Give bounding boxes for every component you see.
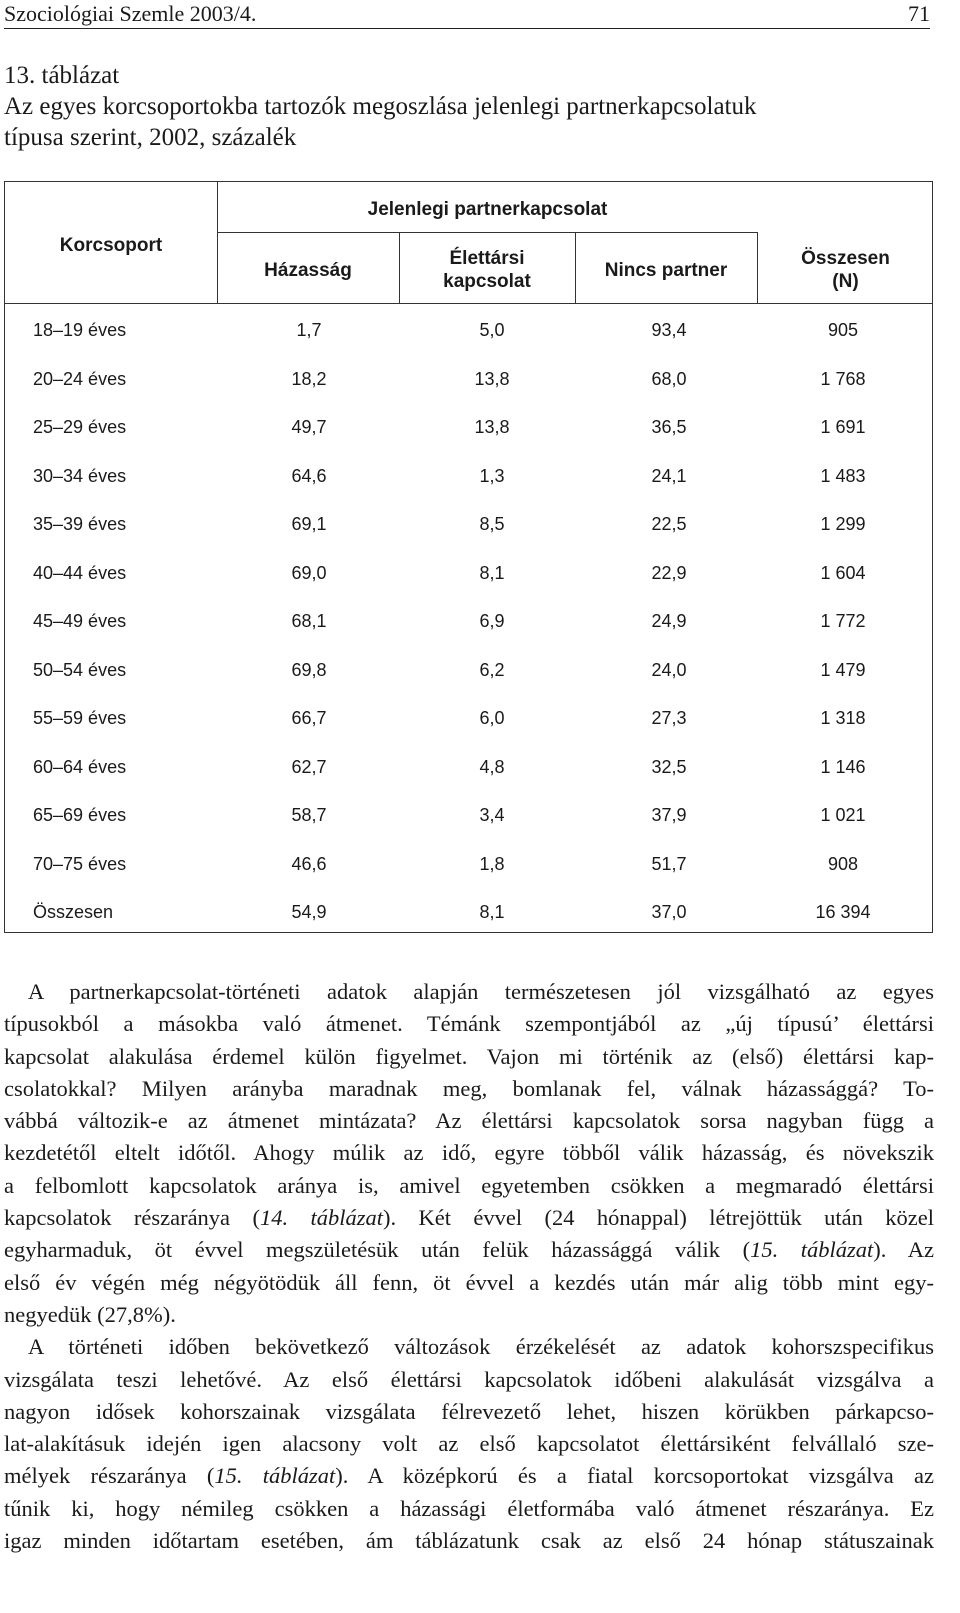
text-line: lat-alakításuk idején igen alacsony volt az első kapcsolatot élettársiként felvállaló sze- — [4, 1431, 934, 1457]
text-span: kapcsolatok részaránya ( — [4, 1205, 260, 1231]
cell-cohabitation: 3,4 — [479, 805, 505, 825]
cell-total-n: 1 021 — [820, 805, 866, 825]
cell-no-partner: 32,5 — [651, 756, 687, 777]
cell-marriage: 54,9 — [291, 902, 327, 922]
text-line: vizsgálata teszi lehetővé. Az első élettársi kapcsolatok időbeni alakulását vizsgálva a — [4, 1366, 934, 1392]
table-row — [5, 549, 932, 598]
header-current-partnership: Jelenlegi partnerkapcsolat — [367, 199, 608, 220]
header-total — [757, 247, 934, 293]
cell-age: 40–44 éves — [33, 562, 127, 583]
running-head — [4, 0, 930, 29]
text-line: vábbá változik-e az átmenet mintázata? Az élettársi kapcsolatok sorsa nagyban függ a — [4, 1108, 934, 1134]
cell-total-n: 1 483 — [820, 465, 866, 486]
cell-no-partner: 68,0 — [651, 368, 687, 389]
body-text — [4, 976, 934, 1557]
header-age-group: Korcsoport — [59, 235, 163, 256]
text-line: kezdetétől eltelt időtől. Ahogy múlik az idő, egyre többől válik házasság, és növekszik — [4, 1140, 934, 1166]
cell-marriage: 69,1 — [291, 514, 327, 534]
table-caption — [4, 60, 934, 153]
cell-cohabitation: 6,0 — [479, 708, 505, 728]
table-reference: 15. táblázat — [214, 1463, 336, 1489]
table-title-line-2: típusa szerint, 2002, százalék — [4, 124, 297, 151]
cell-cohabitation: 6,9 — [479, 611, 505, 631]
cell-no-partner: 37,0 — [651, 902, 687, 922]
cell-age: 20–24 éves — [33, 368, 127, 389]
cell-total-n: 1 691 — [820, 417, 866, 437]
table-row — [5, 403, 932, 452]
table-row — [5, 646, 932, 695]
text-line: első év végén még négyötödük áll fenn, öt évvel a kezdés után már alig több mint egy- — [4, 1269, 934, 1295]
cell-cohabitation: 1,8 — [479, 853, 505, 874]
cell-age: Összesen — [33, 902, 114, 922]
table-row-total — [5, 888, 932, 937]
table-reference: 14. táblázat — [259, 1205, 383, 1231]
cell-total-n: 905 — [827, 320, 859, 340]
cell-total-n: 1 768 — [820, 368, 866, 389]
table-title-line-1: Az egyes korcsoportokba tartozók megoszlása jelenlegi partnerkapcsolatuk — [4, 93, 757, 120]
cell-age: 50–54 éves — [33, 659, 127, 680]
header-no-partner: Nincs partner — [604, 260, 728, 281]
cell-marriage: 64,6 — [291, 465, 327, 486]
data-table — [4, 181, 933, 933]
cell-cohabitation: 8,5 — [479, 514, 505, 534]
header-cohabitation-line-1: Élettársi — [449, 248, 525, 269]
cell-total-n: 1 479 — [820, 659, 866, 680]
text-line: csolatokkal? Milyen arányba maradnak meg, bomlanak fel, válnak házassággá? To- — [4, 1075, 934, 1101]
cell-marriage: 18,2 — [291, 368, 327, 389]
cell-cohabitation: 1,3 — [479, 465, 505, 486]
header-rule — [217, 232, 758, 233]
cell-total-n: 1 772 — [820, 611, 866, 631]
cell-marriage: 66,7 — [291, 708, 327, 728]
cell-no-partner: 37,9 — [651, 805, 687, 825]
text-line — [4, 1234, 934, 1266]
text-line: típusokból a másokba való átmenet. Témánk szempontjából az „új típusú’ élettársi — [4, 1011, 934, 1037]
table-number: 13. táblázat — [4, 62, 120, 89]
text-line: negyedük (27,8%). — [4, 1301, 176, 1327]
cell-age: 35–39 éves — [33, 514, 127, 534]
cell-marriage: 49,7 — [291, 417, 327, 437]
page-number: 71 — [908, 1, 930, 26]
text-span: mélyek részaránya ( — [4, 1463, 215, 1489]
text-line: A partnerkapcsolat-történeti adatok alapján természetesen jól vizsgálható az egyes — [28, 979, 934, 1004]
table-row — [5, 791, 932, 840]
cell-cohabitation: 8,1 — [479, 562, 505, 583]
cell-cohabitation: 6,2 — [479, 659, 505, 680]
text-line: tűnik ki, hogy némileg csökken a házassági életformába való átmenet részaránya. Ez — [4, 1495, 934, 1521]
cell-age: 55–59 éves — [33, 708, 127, 728]
cell-total-n: 16 394 — [815, 902, 871, 922]
text-line — [4, 1460, 934, 1492]
cell-cohabitation: 4,8 — [479, 756, 505, 777]
cell-marriage: 69,0 — [291, 562, 327, 583]
header-cohabitation-line-2: kapcsolat — [443, 271, 531, 292]
text-span: ). A középkorú és a fiatal korcsoportokat vizsgálva az — [335, 1463, 934, 1489]
cell-marriage: 68,1 — [291, 611, 327, 631]
cell-no-partner: 27,3 — [651, 708, 687, 728]
cell-no-partner: 22,9 — [651, 562, 687, 583]
text-line: kapcsolat alakulása érdemel külön figyelmet. Vajon mi történik az (első) élettársi kap- — [4, 1043, 934, 1069]
cell-no-partner: 24,1 — [651, 465, 687, 486]
cell-no-partner: 93,4 — [651, 320, 687, 340]
paragraph-1 — [4, 976, 934, 1331]
cell-age: 45–49 éves — [33, 611, 127, 631]
table-row — [5, 500, 932, 549]
cell-no-partner: 51,7 — [651, 853, 687, 874]
text-span: ). Az — [873, 1237, 934, 1263]
text-line: igaz minden időtartam esetében, ám táblázatunk csak az első 24 hónap státuszainak — [4, 1528, 934, 1554]
cell-marriage: 46,6 — [291, 853, 327, 874]
cell-cohabitation: 13,8 — [474, 368, 510, 389]
cell-cohabitation: 13,8 — [474, 417, 510, 437]
table-row — [5, 840, 932, 889]
paragraph-2 — [4, 1331, 934, 1557]
cell-no-partner: 24,9 — [651, 611, 687, 631]
cell-cohabitation: 5,0 — [479, 320, 505, 340]
cell-total-n: 1 318 — [820, 708, 866, 728]
cell-age: 18–19 éves — [33, 320, 127, 340]
cell-age: 60–64 éves — [33, 756, 127, 777]
text-line: A történeti időben bekövetkező változások érzékelését az adatok kohorszspecifikus — [28, 1334, 934, 1360]
header-cohabitation — [399, 247, 575, 293]
cell-age: 30–34 éves — [33, 465, 127, 486]
header-marriage: Házasság — [264, 260, 352, 281]
text-span: ). Két évvel (24 hónappal) létrejöttük után közel — [382, 1205, 934, 1231]
cell-marriage: 62,7 — [291, 756, 327, 777]
header-total-line-1: Összesen — [801, 248, 890, 269]
text-span: egyharmaduk, öt évvel megszületésük után felük házassággá válik ( — [4, 1237, 751, 1263]
table-row — [5, 355, 932, 404]
table-row — [5, 694, 932, 743]
cell-marriage: 1,7 — [296, 320, 322, 340]
header-bottom-rule — [5, 303, 932, 304]
journal-title: Szociológiai Szemle 2003/4. — [4, 1, 257, 26]
cell-no-partner: 36,5 — [651, 417, 687, 437]
cell-marriage: 69,8 — [291, 659, 327, 680]
table-row — [5, 306, 932, 355]
text-line: a felbomlott kapcsolatok aránya is, amivel egyetemben csökken a megmaradó élettársi — [4, 1172, 934, 1198]
cell-total-n: 908 — [827, 853, 859, 874]
cell-age: 70–75 éves — [33, 853, 127, 874]
cell-total-n: 1 146 — [820, 756, 866, 777]
table-reference: 15. táblázat — [750, 1237, 874, 1263]
header-total-line-2: (N) — [832, 271, 859, 292]
text-line: nagyon idősek kohorszainak vizsgálata félrevezető lehet, hiszen körükben párkapcso- — [4, 1398, 934, 1424]
table-row — [5, 597, 932, 646]
cell-total-n: 1 604 — [820, 562, 866, 583]
text-line — [4, 1202, 934, 1234]
cell-total-n: 1 299 — [820, 514, 866, 534]
cell-no-partner: 22,5 — [651, 514, 687, 534]
table-row — [5, 452, 932, 501]
cell-cohabitation: 8,1 — [479, 902, 505, 922]
cell-no-partner: 24,0 — [651, 659, 687, 680]
cell-age: 65–69 éves — [33, 805, 127, 825]
table-row — [5, 743, 932, 792]
cell-age: 25–29 éves — [33, 417, 127, 437]
cell-marriage: 58,7 — [291, 805, 327, 825]
